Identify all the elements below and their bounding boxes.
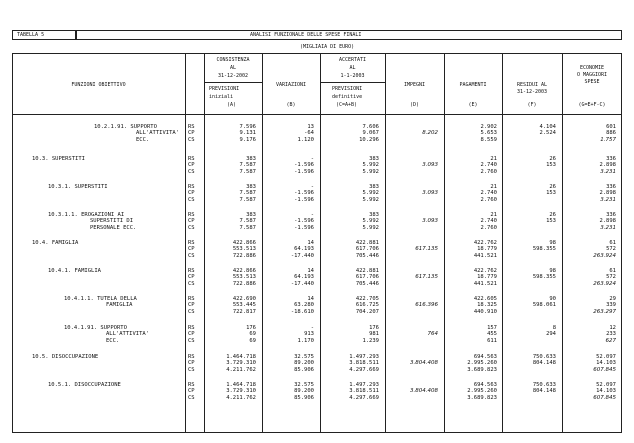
cell-e: 8.559 xyxy=(480,136,497,143)
row-label: 10.4.1. FAMIGLIA xyxy=(48,268,101,274)
cell-b: 13 xyxy=(307,124,314,130)
cell-b: - xyxy=(310,212,314,218)
cell-g: 339 xyxy=(606,302,616,309)
cell-c: 1.497.293 xyxy=(349,354,379,360)
cell-a: 7.587 xyxy=(239,224,256,231)
cell-c: 705.446 xyxy=(355,252,379,259)
cell-c: 1.239 xyxy=(362,337,379,344)
cell-d: 617.135 xyxy=(415,246,438,253)
cell-c: 422.881 xyxy=(355,268,379,274)
cell-a: 7.587 xyxy=(239,168,256,175)
cell-g: 2.898 xyxy=(599,218,616,225)
cell-a: 69 xyxy=(249,337,256,344)
cell-g: 263.924 xyxy=(593,252,616,259)
row-label: ECC. xyxy=(106,337,120,344)
cell-b: 32.575 xyxy=(294,354,314,360)
cell-a: 9.176 xyxy=(239,136,256,143)
row-type: CS xyxy=(188,136,195,143)
cell-a: 722.886 xyxy=(232,252,256,259)
cell-b: -18.610 xyxy=(290,308,314,315)
header-residui-1: RESIDUI AL xyxy=(516,82,548,88)
cell-e: 2.740 xyxy=(480,162,497,169)
row-type: CS xyxy=(188,366,195,373)
cell-g: 61 xyxy=(609,268,616,274)
row-label: ECC. xyxy=(136,136,150,143)
row-type: RS xyxy=(188,296,195,302)
cell-b: 14 xyxy=(307,268,314,274)
cell-a: 553.513 xyxy=(232,246,256,253)
cell-g: 14.103 xyxy=(596,360,616,367)
cell-b: -1.596 xyxy=(294,196,314,203)
cell-d: 764 xyxy=(427,331,438,338)
header-impegni: IMPEGNI xyxy=(403,82,426,88)
cell-a: 422.866 xyxy=(232,268,256,274)
cell-g: 601 xyxy=(606,124,616,130)
cell-b: -1.596 xyxy=(294,168,314,175)
cell-f: 90 xyxy=(549,296,556,302)
cell-b: 85.906 xyxy=(294,394,314,401)
row-label: 10.5. DISOCCUPAZIONE xyxy=(32,354,99,360)
row-type: CS xyxy=(188,224,195,231)
cell-c: 4.297.669 xyxy=(349,394,379,401)
cell-a: 3.729.310 xyxy=(226,360,256,367)
cell-a: 9.131 xyxy=(239,130,256,137)
cell-a: 1.464.718 xyxy=(226,354,256,360)
row-type: CP xyxy=(188,388,195,395)
cell-b: 89.200 xyxy=(294,360,314,367)
cell-g: 607.845 xyxy=(593,394,616,401)
cell-c: 1.497.293 xyxy=(349,382,379,388)
header-prev-iniziali-3: (A) xyxy=(227,102,237,108)
header-pagamenti: PAGAMENTI xyxy=(459,82,487,88)
cell-g: 886 xyxy=(606,130,616,137)
row-type: CS xyxy=(188,394,195,401)
cell-f: 153 xyxy=(546,162,556,169)
cell-a: 722.886 xyxy=(232,280,256,287)
cell-c: 616.725 xyxy=(355,302,379,309)
cell-e: 2.740 xyxy=(480,190,497,197)
cell-b: - xyxy=(310,325,314,331)
row-label: FAMIGLIA xyxy=(106,302,133,309)
header-economie-1: ECONOMIE xyxy=(579,65,605,71)
cell-c: 3.818.511 xyxy=(349,388,379,395)
cell-e: 5.653 xyxy=(480,130,497,137)
cell-a: 69 xyxy=(249,331,256,338)
cell-e: 3.689.823 xyxy=(467,394,497,401)
cell-a: 553.445 xyxy=(232,302,256,309)
cell-a: 383 xyxy=(246,184,256,190)
cell-a: 176 xyxy=(246,325,256,331)
cell-f: 750.633 xyxy=(532,382,556,388)
row-type: CS xyxy=(188,252,195,259)
header-prev-definitive-1: PREVISIONI xyxy=(332,86,363,92)
cell-e: 422.762 xyxy=(473,268,497,274)
cell-c: 383 xyxy=(369,212,379,218)
cell-c: 383 xyxy=(369,184,379,190)
cell-e: 2.740 xyxy=(480,218,497,225)
cell-d: 3.093 xyxy=(422,218,438,225)
cell-g: 3.231 xyxy=(600,196,616,203)
cell-e: 455 xyxy=(487,331,497,338)
cell-b: 89.200 xyxy=(294,388,314,395)
header-accertati-2: AL xyxy=(349,65,356,71)
cell-c: 617.706 xyxy=(355,246,379,253)
cell-f: 98 xyxy=(549,268,556,274)
header-variazioni: VARIAZIONI xyxy=(275,82,307,88)
cell-e: 422.605 xyxy=(473,296,497,302)
cell-f: 294 xyxy=(546,331,556,338)
cell-a: 3.729.310 xyxy=(226,388,256,395)
row-type: CP xyxy=(188,246,195,253)
cell-b: 64.193 xyxy=(294,274,314,281)
cell-f: 598.355 xyxy=(532,274,556,281)
cell-e: 18.325 xyxy=(477,302,497,309)
table-label: TABELLA 5 xyxy=(17,32,45,38)
header-economie-2: O MAGGIORI xyxy=(576,72,608,78)
cell-a: 7.587 xyxy=(239,190,256,197)
cell-e: 3.689.823 xyxy=(467,366,497,373)
row-type: CS xyxy=(188,196,195,203)
cell-c: 5.992 xyxy=(362,218,379,225)
cell-e: 441.521 xyxy=(473,280,497,287)
cell-g: 2.898 xyxy=(599,162,616,169)
cell-a: 383 xyxy=(246,156,256,162)
cell-b: 32.575 xyxy=(294,382,314,388)
cell-a: 553.513 xyxy=(232,274,256,281)
cell-a: 7.587 xyxy=(239,218,256,225)
cell-g: 1.757 xyxy=(600,136,616,143)
cell-c: 981 xyxy=(369,331,379,338)
header-prev-iniziali-1: PREVISIONI xyxy=(209,86,240,92)
cell-f: 8 xyxy=(552,325,556,331)
cell-e: 21 xyxy=(490,212,497,218)
header-funzioni: FUNZIONI OBIETTIVO xyxy=(71,82,126,88)
cell-b: -17.440 xyxy=(290,252,314,259)
cell-g: 12 xyxy=(609,325,616,331)
cell-a: 4.211.762 xyxy=(226,394,256,401)
row-type: CP xyxy=(188,360,195,367)
header-prev-definitive-2: definitive xyxy=(332,94,363,100)
cell-f: 153 xyxy=(546,218,556,225)
cell-g: 29 xyxy=(609,296,616,302)
header-accertati-1: ACCERTATI xyxy=(338,57,367,63)
cell-e: 21 xyxy=(490,156,497,162)
cell-f: 598.061 xyxy=(532,302,556,309)
row-type: CP xyxy=(188,302,195,309)
cell-g: 52.097 xyxy=(596,354,616,360)
row-label: 10.3. SUPERSTITI xyxy=(32,156,85,162)
cell-a: 7.596 xyxy=(239,124,256,130)
cell-a: 4.211.762 xyxy=(226,366,256,373)
cell-e: 18.779 xyxy=(477,246,497,253)
row-type: CP xyxy=(188,162,195,169)
cell-b: -17.440 xyxy=(290,280,314,287)
cell-g: 572 xyxy=(606,246,616,253)
cell-f: 2.524 xyxy=(539,130,556,137)
cell-f: 26 xyxy=(549,212,556,218)
cell-c: 617.706 xyxy=(355,274,379,281)
row-type: RS xyxy=(188,268,195,274)
cell-g: 336 xyxy=(606,156,616,162)
cell-f: 598.355 xyxy=(532,246,556,253)
cell-a: 7.587 xyxy=(239,162,256,169)
cell-d: 617.135 xyxy=(415,274,438,281)
cell-e: 157 xyxy=(487,325,497,331)
cell-f: 4.104 xyxy=(539,124,556,130)
row-type: RS xyxy=(188,212,195,218)
row-type: RS xyxy=(188,184,195,190)
header-residui-2: 31-12-2003 xyxy=(516,89,548,95)
cell-c: 9.067 xyxy=(362,130,379,137)
cell-e: 18.779 xyxy=(477,274,497,281)
cell-e: 440.910 xyxy=(473,308,497,315)
cell-e: 694.563 xyxy=(473,382,497,388)
cell-f: 750.633 xyxy=(532,354,556,360)
cell-c: 705.446 xyxy=(355,280,379,287)
cell-c: 422.881 xyxy=(355,240,379,246)
row-label: 10.2.1.91. SUPPORTO xyxy=(94,124,157,130)
header-divider xyxy=(12,114,622,115)
cell-g: 52.097 xyxy=(596,382,616,388)
cell-e: 422.762 xyxy=(473,240,497,246)
cell-g: 233 xyxy=(606,331,616,338)
cell-a: 422.866 xyxy=(232,240,256,246)
cell-g: 572 xyxy=(606,274,616,281)
cell-g: 3.231 xyxy=(600,224,616,231)
header-accertati-3: 1-1-2003 xyxy=(340,73,365,79)
row-type: RS xyxy=(188,156,195,162)
cell-c: 4.297.669 xyxy=(349,366,379,373)
cell-c: 383 xyxy=(369,156,379,162)
cell-f: 98 xyxy=(549,240,556,246)
cell-e: 441.521 xyxy=(473,252,497,259)
cell-c: 5.992 xyxy=(362,190,379,197)
cell-g: 263.924 xyxy=(593,280,616,287)
header-consistenza-3: 31-12-2002 xyxy=(217,73,249,79)
cell-f: 804.148 xyxy=(532,360,556,367)
cell-c: 422.705 xyxy=(355,296,379,302)
cell-g: 263.297 xyxy=(593,308,616,315)
cell-a: 722.817 xyxy=(232,308,256,315)
cell-b: - xyxy=(310,156,314,162)
cell-c: 5.992 xyxy=(362,168,379,175)
cell-c: 10.296 xyxy=(359,136,379,143)
row-type: RS xyxy=(188,354,195,360)
header-prev-iniziali-2: iniziali xyxy=(209,94,234,100)
row-label: ALL'ATTIVITA' xyxy=(136,130,180,137)
cell-e: 694.563 xyxy=(473,354,497,360)
cell-e: 2.760 xyxy=(480,224,497,231)
header-impegni-sub: (D) xyxy=(409,102,420,108)
cell-g: 14.103 xyxy=(596,388,616,395)
cell-b: -1.596 xyxy=(294,224,314,231)
cell-e: 21 xyxy=(490,184,497,190)
row-type: CP xyxy=(188,190,195,197)
cell-b: 14 xyxy=(307,240,314,246)
row-label: 10.3.1. SUPERSTITI xyxy=(48,184,108,190)
header-economie-sub: (G=E+F-C) xyxy=(578,102,606,108)
cell-b: 14 xyxy=(307,296,314,302)
cell-d: 3.804.408 xyxy=(410,360,438,367)
row-label: 10.3.1.1. EROGAZIONI AI xyxy=(48,212,125,218)
header-consistenza-2: AL xyxy=(229,65,237,71)
row-type: CS xyxy=(188,308,195,315)
cell-c: 176 xyxy=(369,325,379,331)
row-type: CP xyxy=(188,218,195,225)
cell-c: 704.207 xyxy=(355,308,379,315)
cell-d: 3.804.408 xyxy=(410,388,438,395)
cell-g: 61 xyxy=(609,240,616,246)
cell-g: 627 xyxy=(605,337,616,344)
cell-d: 3.093 xyxy=(422,162,438,169)
cell-g: 3.231 xyxy=(600,168,616,175)
header-variazioni-sub: (B) xyxy=(286,102,296,108)
cell-b: -64 xyxy=(304,130,314,137)
cell-b: 1.170 xyxy=(297,337,314,344)
header-residui-sub: (F) xyxy=(527,102,537,108)
cell-a: 7.587 xyxy=(239,196,256,203)
row-type: CP xyxy=(188,130,195,137)
cell-f: 804.148 xyxy=(532,388,556,395)
cell-a: 422.690 xyxy=(232,296,256,302)
header-consistenza-1: CONSISTENZA xyxy=(216,57,250,63)
cell-b: -1.596 xyxy=(294,162,314,169)
cell-d: 616.396 xyxy=(415,302,438,309)
row-label: 10.4.1.1. TUTELA DELLA xyxy=(64,296,137,302)
cell-g: 336 xyxy=(606,184,616,190)
cell-g: 2.898 xyxy=(599,190,616,197)
row-label: 10.5.1. DISOCCUPAZIONE xyxy=(48,382,121,388)
cell-b: -1.596 xyxy=(294,218,314,225)
cell-f: 26 xyxy=(549,184,556,190)
header-economie-3: SPESE xyxy=(584,79,600,85)
cell-e: 2.902 xyxy=(480,124,497,130)
row-type: RS xyxy=(188,240,195,246)
row-type: CS xyxy=(188,337,195,344)
row-label: ALL'ATTIVITA' xyxy=(106,331,150,338)
cell-c: 3.818.511 xyxy=(349,360,379,367)
header-pagamenti-sub: (E) xyxy=(468,102,478,108)
cell-b: 1.120 xyxy=(297,136,314,143)
cell-d: 8.202 xyxy=(422,130,438,137)
cell-c: 7.606 xyxy=(362,124,379,130)
cell-b: 63.280 xyxy=(294,302,314,309)
row-type: CP xyxy=(188,274,195,281)
table-title: ANALISI FUNZIONALE DELLE SPESE FINALI xyxy=(250,32,362,38)
cell-e: 2.760 xyxy=(480,196,497,203)
cell-b: -1.596 xyxy=(294,190,314,197)
cell-f: 26 xyxy=(549,156,556,162)
cell-e: 2.760 xyxy=(480,168,497,175)
cell-a: 1.464.718 xyxy=(226,382,256,388)
cell-c: 5.992 xyxy=(362,196,379,203)
cell-c: 5.992 xyxy=(362,162,379,169)
cell-e: 2.995.260 xyxy=(467,388,497,395)
row-label: 10.4.1.91. SUPPORTO xyxy=(64,325,127,331)
row-label: 10.4. FAMIGLIA xyxy=(32,240,79,246)
cell-e: 2.995.260 xyxy=(467,360,497,367)
cell-b: - xyxy=(310,184,314,190)
header-prev-definitive-3: (C=A+B) xyxy=(336,102,358,108)
cell-g: 607.845 xyxy=(593,366,616,373)
cell-f: 153 xyxy=(546,190,556,197)
cell-e: 611 xyxy=(487,337,497,344)
cell-c: 5.992 xyxy=(362,224,379,231)
cell-d: 3.093 xyxy=(422,190,438,197)
row-label: SUPERSTITI DI xyxy=(90,218,134,225)
row-type: RS xyxy=(188,382,195,388)
units-label: (MIGLIAIA DI EURO) xyxy=(300,44,355,50)
row-type: CS xyxy=(188,168,195,175)
row-type: CS xyxy=(188,280,195,287)
cell-b: 85.906 xyxy=(294,366,314,373)
row-type: RS xyxy=(188,325,195,331)
cell-b: 64.193 xyxy=(294,246,314,253)
cell-b: 913 xyxy=(304,331,314,338)
row-type: CP xyxy=(188,331,195,338)
cell-g: 336 xyxy=(606,212,616,218)
row-type: RS xyxy=(188,124,195,130)
row-label: PERSONALE ECC. xyxy=(90,224,137,231)
cell-a: 383 xyxy=(246,212,256,218)
